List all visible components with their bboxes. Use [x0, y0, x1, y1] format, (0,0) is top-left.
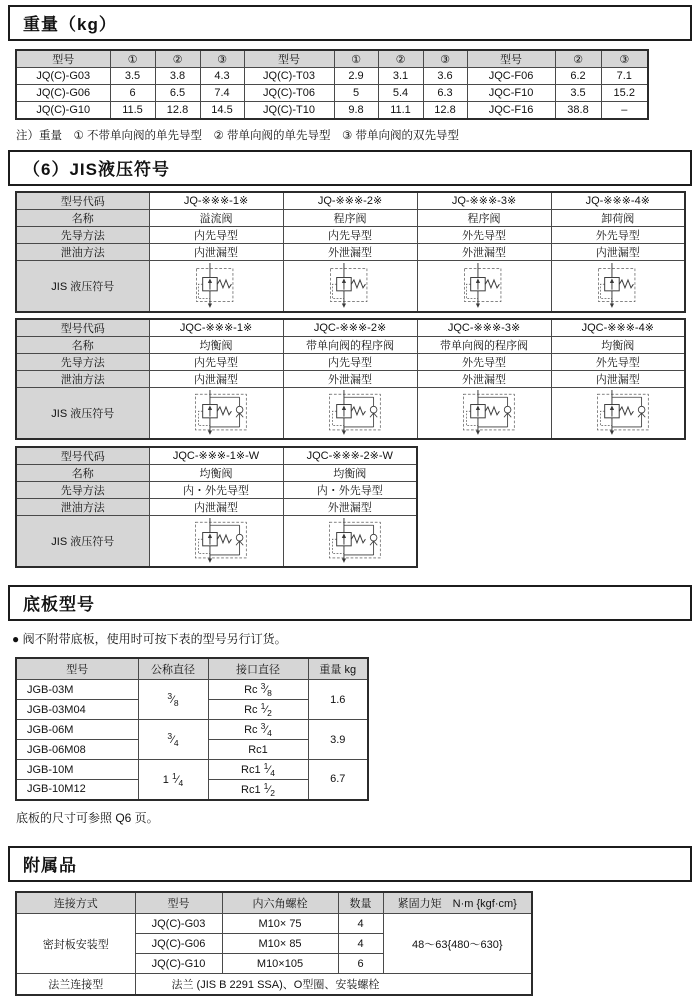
table-row [16, 720, 368, 740]
cell: 内・外先导型 [149, 481, 283, 498]
fraction: Rc $^3⁄_8$ [244, 681, 272, 698]
symbol-cell [283, 260, 417, 312]
model-code-cell: JQC-※※※-2※-W [283, 447, 417, 465]
connection-type-cell: 密封板安装型 [16, 914, 135, 974]
cell: 38.8 [555, 102, 601, 119]
table-row [16, 760, 368, 780]
cell: 内泄漏型 [551, 243, 685, 260]
cell: 外泄漏型 [283, 498, 417, 515]
cell: 均衡阀 [149, 464, 283, 481]
port-cell [208, 780, 308, 800]
jis-valve-symbol-icon [438, 263, 530, 309]
model-cell: JQC-F16 [467, 102, 555, 119]
baseplate-footnote: 底板的尺寸可参照 Q6 页。 [16, 810, 159, 825]
cell: 3.8 [155, 68, 200, 85]
cell: 均衡阀 [551, 336, 685, 353]
weight-table [15, 49, 649, 120]
column-header: 型号 [135, 892, 222, 914]
cell: 内先导型 [283, 353, 417, 370]
model-cell: JQ(C)-G10 [135, 954, 222, 974]
model-code-cell: JQC-※※※-1※ [149, 319, 283, 337]
column-header: 数量 [338, 892, 383, 914]
column-header: ③ [423, 50, 467, 68]
model-cell: JQ(C)-G10 [16, 102, 110, 119]
cell: 内先导型 [149, 353, 283, 370]
nominal-cell [138, 720, 208, 760]
row-label: JIS 液压符号 [16, 260, 149, 312]
column-header: ② [378, 50, 423, 68]
row-label: 型号代码 [16, 447, 149, 465]
weight-section [0, 5, 700, 143]
table-row [16, 353, 685, 370]
table-row [16, 447, 417, 465]
cell: 4.3 [200, 68, 244, 85]
cell: 3.6 [423, 68, 467, 85]
row-label: 泄油方法 [16, 498, 149, 515]
model-cell: JGB-03M04 [16, 700, 138, 720]
model-code-cell: JQC-※※※-2※ [283, 319, 417, 337]
column-header: 公称直径 [138, 658, 208, 680]
row-label: 型号代码 [16, 192, 149, 210]
baseplate-section [0, 585, 700, 826]
cell: 12.8 [155, 102, 200, 119]
jis-valve-symbol-icon [568, 390, 668, 436]
cell: 均衡阀 [149, 336, 283, 353]
cell: 6 [110, 85, 155, 102]
row-label: 先导方法 [16, 353, 149, 370]
cell: 11.5 [110, 102, 155, 119]
symbol-cell [417, 387, 551, 439]
table-row [16, 914, 532, 934]
row-label: 先导方法 [16, 226, 149, 243]
fraction: 1 $^1⁄_4$ [162, 770, 184, 788]
weight-section-title: 重量（kg） [8, 5, 692, 41]
jis-valve-symbol-icon [434, 390, 534, 436]
row-label: 泄油方法 [16, 370, 149, 387]
table-row [16, 209, 685, 226]
cell: 外泄漏型 [283, 243, 417, 260]
table-row [16, 243, 685, 260]
baseplate-table [15, 657, 369, 801]
baseplate-intro: ● 阀不附带底板，使用时可按下表的型号另行订货。 [12, 631, 287, 646]
cell: 程序阀 [417, 209, 551, 226]
cell: 9.8 [334, 102, 378, 119]
table-row [16, 319, 685, 337]
model-cell: JQ(C)-G06 [135, 934, 222, 954]
column-header: 重量 kg [308, 658, 368, 680]
model-cell: JGB-06M08 [16, 740, 138, 760]
jis-valve-symbol-icon [166, 518, 266, 564]
cell: 卸荷阀 [551, 209, 685, 226]
table-row [16, 387, 685, 439]
fraction: Rc1 $^1⁄_4$ [241, 761, 275, 778]
table-row [16, 515, 417, 567]
model-code-cell: JQ-※※※-2※ [283, 192, 417, 210]
model-code-cell: JQ-※※※-3※ [417, 192, 551, 210]
model-cell: JQ(C)-T10 [244, 102, 334, 119]
flange-parts-cell: 法兰 (JIS B 2291 SSA)、O型圈、安装螺栓 [135, 974, 532, 995]
row-label: 型号代码 [16, 319, 149, 337]
jis-valve-symbol-icon [304, 263, 396, 309]
jis-section [0, 150, 700, 568]
port-cell [208, 700, 308, 720]
symbol-cell [149, 260, 283, 312]
cell: 程序阀 [283, 209, 417, 226]
cell: 内先导型 [149, 226, 283, 243]
column-header: 紧固力矩 N·m {kgf·cm} [383, 892, 532, 914]
column-header: ① [334, 50, 378, 68]
nominal-cell [138, 760, 208, 800]
jis-section-title: （6）JIS液压符号 [8, 150, 692, 186]
cell: 11.1 [378, 102, 423, 119]
column-header: ② [155, 50, 200, 68]
cell: 2.9 [334, 68, 378, 85]
weight-cell: 1.6 [308, 680, 368, 720]
column-header: 连接方式 [16, 892, 135, 914]
column-header: ③ [200, 50, 244, 68]
jis-valve-symbol-icon [572, 263, 664, 309]
model-code-cell: JQC-※※※-4※ [551, 319, 685, 337]
table-row [16, 464, 417, 481]
column-header: 型号 [16, 658, 138, 680]
model-cell: JGB-03M [16, 680, 138, 700]
column-header: 型号 [16, 50, 110, 68]
jis-valve-symbol-icon [170, 263, 262, 309]
baseplate-header-row [16, 658, 368, 680]
fraction: $^3⁄_4$ [167, 731, 179, 748]
table-row [16, 260, 685, 312]
table-row [16, 481, 417, 498]
cell: 6.3 [423, 85, 467, 102]
model-cell: JGB-06M [16, 720, 138, 740]
model-cell: JQC-F06 [467, 68, 555, 85]
table-row [16, 226, 685, 243]
jis-table-jqc [15, 318, 686, 440]
bolt-cell: M10× 75 [222, 914, 338, 934]
cell: 14.5 [200, 102, 244, 119]
qty-cell: 4 [338, 934, 383, 954]
model-cell: JQ(C)-T03 [244, 68, 334, 85]
connection-type-cell: 法兰连接型 [16, 974, 135, 995]
qty-cell: 6 [338, 954, 383, 974]
cell: 外先导型 [551, 353, 685, 370]
column-header: 接口直径 [208, 658, 308, 680]
column-header: 型号 [244, 50, 334, 68]
table-row [16, 498, 417, 515]
table-row [16, 102, 648, 119]
model-code-cell: JQC-※※※-1※-W [149, 447, 283, 465]
cell: 均衡阀 [283, 464, 417, 481]
port-cell [208, 760, 308, 780]
cell: – [601, 102, 648, 119]
fraction: Rc1 [248, 743, 268, 756]
cell: 6.5 [155, 85, 200, 102]
symbol-cell [551, 387, 685, 439]
model-cell: JQ(C)-T06 [244, 85, 334, 102]
nominal-cell [138, 680, 208, 720]
cell: 外先导型 [551, 226, 685, 243]
table-row [16, 336, 685, 353]
row-label: 名称 [16, 209, 149, 226]
cell: 内泄漏型 [149, 370, 283, 387]
cell: 溢流阀 [149, 209, 283, 226]
model-cell: JGB-10M [16, 760, 138, 780]
bolt-cell: M10× 85 [222, 934, 338, 954]
torque-cell: 48～63{480～630} [383, 914, 532, 974]
symbol-cell [283, 387, 417, 439]
cell: 外先导型 [417, 226, 551, 243]
cell: 内・外先导型 [283, 481, 417, 498]
model-cell: JQC-F10 [467, 85, 555, 102]
row-label: 名称 [16, 464, 149, 481]
table-row [16, 85, 648, 102]
row-label: 名称 [16, 336, 149, 353]
table-row [16, 370, 685, 387]
cell: 外泄漏型 [283, 370, 417, 387]
cell: 7.4 [200, 85, 244, 102]
cell: 12.8 [423, 102, 467, 119]
fraction: $^3⁄_8$ [167, 691, 179, 708]
fraction: Rc $^3⁄_4$ [244, 721, 272, 738]
symbol-cell [417, 260, 551, 312]
row-label: JIS 液压符号 [16, 515, 149, 567]
symbol-cell [149, 515, 283, 567]
accessories-section-title: 附属品 [8, 846, 692, 882]
jis-valve-symbol-icon [166, 390, 266, 436]
fraction: Rc1 $^1⁄_2$ [241, 780, 275, 798]
cell: 外先导型 [417, 353, 551, 370]
port-cell [208, 740, 308, 760]
model-code-cell: JQ-※※※-4※ [551, 192, 685, 210]
jis-valve-symbol-icon [300, 518, 400, 564]
cell: 3.5 [555, 85, 601, 102]
model-cell: JQ(C)-G03 [16, 68, 110, 85]
symbol-cell [283, 515, 417, 567]
cell: 6.2 [555, 68, 601, 85]
column-header: ③ [601, 50, 648, 68]
row-label: JIS 液压符号 [16, 387, 149, 439]
table-row [16, 680, 368, 700]
accessories-header-row [16, 892, 532, 914]
jis-table-jqc-w [15, 446, 418, 568]
port-cell [208, 720, 308, 740]
symbol-cell [149, 387, 283, 439]
weight-cell: 3.9 [308, 720, 368, 760]
baseplate-section-title: 底板型号 [8, 585, 692, 621]
row-label: 泄油方法 [16, 243, 149, 260]
table-row [16, 974, 532, 995]
jis-valve-symbol-icon [300, 390, 400, 436]
table-row [16, 68, 648, 85]
cell: 外泄漏型 [417, 243, 551, 260]
weight-note: 注）重量 ① 不带单向阀的单先导型 ② 带单向阀的单先导型 ③ 带单向阀的双先导型 [16, 129, 460, 142]
bolt-cell: M10×105 [222, 954, 338, 974]
row-label: 先导方法 [16, 481, 149, 498]
fraction: Rc $^1⁄_2$ [244, 701, 272, 718]
cell: 5.4 [378, 85, 423, 102]
accessories-section [0, 846, 700, 996]
cell: 3.5 [110, 68, 155, 85]
model-code-cell: JQ-※※※-1※ [149, 192, 283, 210]
cell: 3.1 [378, 68, 423, 85]
cell: 内泄漏型 [551, 370, 685, 387]
weight-cell: 6.7 [308, 760, 368, 800]
table-row [16, 192, 685, 210]
jis-table-jq [15, 191, 686, 313]
weight-header-row [16, 50, 648, 68]
column-header: ② [555, 50, 601, 68]
column-header: ① [110, 50, 155, 68]
cell: 内泄漏型 [149, 243, 283, 260]
column-header: 内六角螺栓 [222, 892, 338, 914]
model-cell: JQ(C)-G03 [135, 914, 222, 934]
model-cell: JGB-10M12 [16, 780, 138, 800]
column-header: 型号 [467, 50, 555, 68]
model-cell: JQ(C)-G06 [16, 85, 110, 102]
cell: 内泄漏型 [149, 498, 283, 515]
port-cell [208, 680, 308, 700]
cell: 7.1 [601, 68, 648, 85]
symbol-cell [551, 260, 685, 312]
cell: 内先导型 [283, 226, 417, 243]
accessories-table [15, 891, 533, 996]
cell: 外泄漏型 [417, 370, 551, 387]
cell: 5 [334, 85, 378, 102]
model-code-cell: JQC-※※※-3※ [417, 319, 551, 337]
qty-cell: 4 [338, 914, 383, 934]
cell: 带单向阀的程序阀 [417, 336, 551, 353]
cell: 15.2 [601, 85, 648, 102]
cell: 带单向阀的程序阀 [283, 336, 417, 353]
